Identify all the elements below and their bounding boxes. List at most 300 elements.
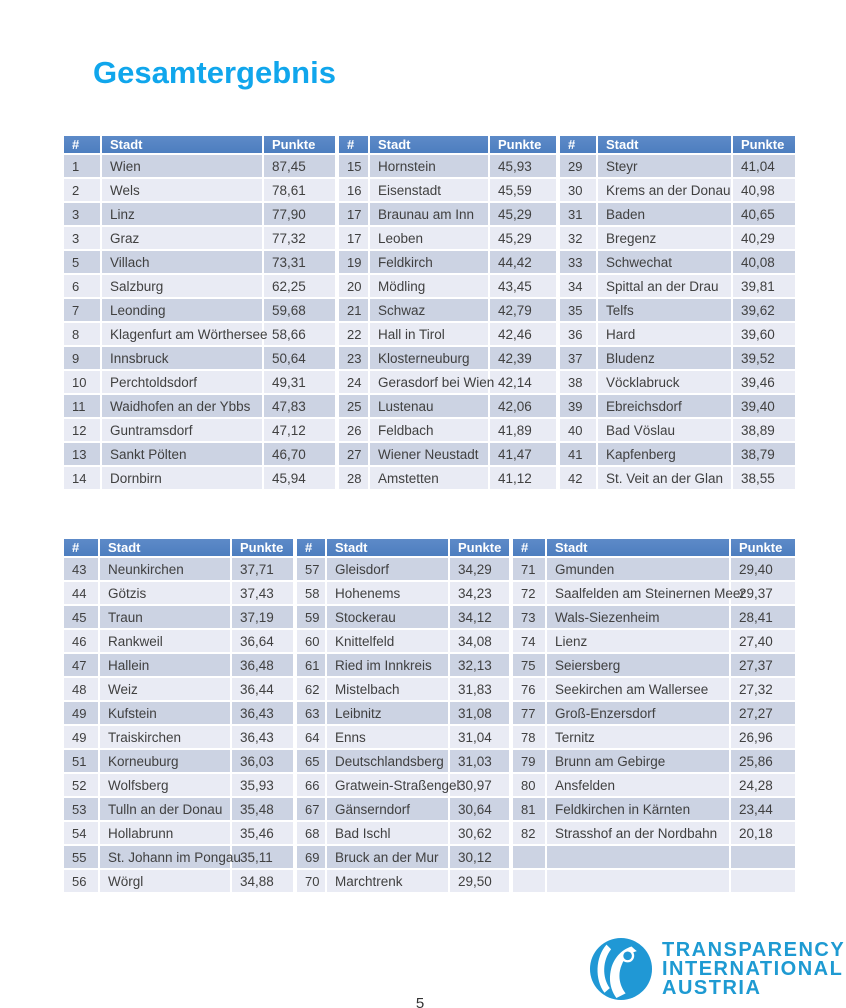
punkte-cell: 35,93 bbox=[231, 773, 295, 797]
stadt-cell: Traun bbox=[99, 605, 231, 629]
rank-cell: 51 bbox=[63, 749, 99, 773]
stadt-cell: Feldbach bbox=[369, 418, 489, 442]
rank-cell: 11 bbox=[63, 394, 101, 418]
punkte-cell: 27,37 bbox=[730, 653, 796, 677]
rank-cell: 23 bbox=[337, 346, 369, 370]
punkte-cell: 77,90 bbox=[263, 202, 337, 226]
table-row bbox=[63, 629, 796, 653]
column-header-rank: # bbox=[295, 538, 326, 557]
ti-globe-icon bbox=[588, 936, 654, 1002]
rank-cell: 56 bbox=[63, 869, 99, 893]
stadt-cell: Guntramsdorf bbox=[101, 418, 263, 442]
rank-cell: 38 bbox=[558, 370, 597, 394]
table-row bbox=[63, 749, 796, 773]
stadt-cell: Tulln an der Donau bbox=[99, 797, 231, 821]
rank-cell: 27 bbox=[337, 442, 369, 466]
rank-cell: 75 bbox=[511, 653, 546, 677]
ti-logo-line-2: INTERNATIONAL bbox=[662, 957, 844, 980]
stadt-cell: Leonding bbox=[101, 298, 263, 322]
punkte-cell: 36,43 bbox=[231, 701, 295, 725]
punkte-cell: 45,59 bbox=[489, 178, 558, 202]
punkte-cell: 39,46 bbox=[732, 370, 796, 394]
table-row bbox=[63, 322, 796, 346]
punkte-cell: 40,65 bbox=[732, 202, 796, 226]
rank-cell: 53 bbox=[63, 797, 99, 821]
stadt-cell: Groß-Enzersdorf bbox=[546, 701, 730, 725]
punkte-cell: 40,08 bbox=[732, 250, 796, 274]
punkte-cell: 87,45 bbox=[263, 154, 337, 178]
rank-cell: 63 bbox=[295, 701, 326, 725]
table-row bbox=[63, 869, 796, 893]
rank-cell: 7 bbox=[63, 298, 101, 322]
rank-cell: 45 bbox=[63, 605, 99, 629]
punkte-cell: 45,94 bbox=[263, 466, 337, 490]
stadt-cell: Ebreichsdorf bbox=[597, 394, 732, 418]
table-row bbox=[63, 821, 796, 845]
punkte-cell: 45,29 bbox=[489, 202, 558, 226]
punkte-cell: 31,08 bbox=[449, 701, 511, 725]
rank-cell: 46 bbox=[63, 629, 99, 653]
stadt-cell: Bludenz bbox=[597, 346, 732, 370]
punkte-cell: 30,64 bbox=[449, 797, 511, 821]
rank-cell: 21 bbox=[337, 298, 369, 322]
punkte-cell: 41,47 bbox=[489, 442, 558, 466]
stadt-cell: Feldkirch bbox=[369, 250, 489, 274]
punkte-cell bbox=[730, 845, 796, 869]
header-row bbox=[63, 538, 796, 557]
stadt-cell: Linz bbox=[101, 202, 263, 226]
stadt-cell: Sankt Pölten bbox=[101, 442, 263, 466]
stadt-cell: Telfs bbox=[597, 298, 732, 322]
punkte-cell: 36,03 bbox=[231, 749, 295, 773]
rank-cell: 3 bbox=[63, 226, 101, 250]
punkte-cell: 47,83 bbox=[263, 394, 337, 418]
rank-cell: 31 bbox=[558, 202, 597, 226]
table-row bbox=[63, 797, 796, 821]
punkte-cell: 41,89 bbox=[489, 418, 558, 442]
rank-cell: 48 bbox=[63, 677, 99, 701]
rank-cell: 64 bbox=[295, 725, 326, 749]
rank-cell: 24 bbox=[337, 370, 369, 394]
punkte-cell: 36,43 bbox=[231, 725, 295, 749]
stadt-cell: Spittal an der Drau bbox=[597, 274, 732, 298]
punkte-cell: 77,32 bbox=[263, 226, 337, 250]
punkte-cell: 20,18 bbox=[730, 821, 796, 845]
rank-cell: 13 bbox=[63, 442, 101, 466]
rank-cell: 17 bbox=[337, 202, 369, 226]
stadt-cell: Wolfsberg bbox=[99, 773, 231, 797]
stadt-cell: Perchtoldsdorf bbox=[101, 370, 263, 394]
rank-cell: 59 bbox=[295, 605, 326, 629]
rank-cell: 52 bbox=[63, 773, 99, 797]
rank-cell: 29 bbox=[558, 154, 597, 178]
table-row bbox=[63, 773, 796, 797]
table-row bbox=[63, 154, 796, 178]
punkte-cell: 44,42 bbox=[489, 250, 558, 274]
rank-cell: 1 bbox=[63, 154, 101, 178]
stadt-cell: Leibnitz bbox=[326, 701, 449, 725]
punkte-cell: 25,86 bbox=[730, 749, 796, 773]
rank-cell: 71 bbox=[511, 557, 546, 581]
stadt-cell: Gleisdorf bbox=[326, 557, 449, 581]
stadt-cell: Bad Ischl bbox=[326, 821, 449, 845]
punkte-cell: 23,44 bbox=[730, 797, 796, 821]
stadt-cell: Lustenau bbox=[369, 394, 489, 418]
rank-cell: 72 bbox=[511, 581, 546, 605]
stadt-cell: Korneuburg bbox=[99, 749, 231, 773]
rank-cell: 42 bbox=[558, 466, 597, 490]
stadt-cell: Hohenems bbox=[326, 581, 449, 605]
table-row bbox=[63, 442, 796, 466]
punkte-cell: 59,68 bbox=[263, 298, 337, 322]
stadt-cell: Mistelbach bbox=[326, 677, 449, 701]
ti-logo-line-1: TRANSPARENCY bbox=[662, 938, 846, 961]
table-row bbox=[63, 298, 796, 322]
rank-cell: 30 bbox=[558, 178, 597, 202]
stadt-cell: Lienz bbox=[546, 629, 730, 653]
punkte-cell: 38,55 bbox=[732, 466, 796, 490]
rank-cell: 67 bbox=[295, 797, 326, 821]
page-title: Gesamtergebnis bbox=[93, 55, 336, 90]
rank-cell: 73 bbox=[511, 605, 546, 629]
rank-cell: 17 bbox=[337, 226, 369, 250]
rank-cell: 79 bbox=[511, 749, 546, 773]
stadt-cell: Krems an der Donau bbox=[597, 178, 732, 202]
punkte-cell: 47,12 bbox=[263, 418, 337, 442]
table-row bbox=[63, 394, 796, 418]
stadt-cell: Strasshof an der Nordbahn bbox=[546, 821, 730, 845]
stadt-cell: Steyr bbox=[597, 154, 732, 178]
rank-cell: 49 bbox=[63, 701, 99, 725]
column-header-stadt: Stadt bbox=[99, 538, 231, 557]
punkte-cell: 36,44 bbox=[231, 677, 295, 701]
punkte-cell: 42,39 bbox=[489, 346, 558, 370]
punkte-cell: 31,83 bbox=[449, 677, 511, 701]
stadt-cell: Kufstein bbox=[99, 701, 231, 725]
column-header-punkte: Punkte bbox=[489, 135, 558, 154]
punkte-cell: 43,45 bbox=[489, 274, 558, 298]
punkte-cell: 32,13 bbox=[449, 653, 511, 677]
punkte-cell: 29,37 bbox=[730, 581, 796, 605]
rank-cell: 15 bbox=[337, 154, 369, 178]
rank-cell: 81 bbox=[511, 797, 546, 821]
rank-cell: 12 bbox=[63, 418, 101, 442]
table-row bbox=[63, 346, 796, 370]
punkte-cell: 42,79 bbox=[489, 298, 558, 322]
punkte-cell: 27,32 bbox=[730, 677, 796, 701]
column-header-punkte: Punkte bbox=[732, 135, 796, 154]
punkte-cell: 37,19 bbox=[231, 605, 295, 629]
punkte-cell: 30,97 bbox=[449, 773, 511, 797]
rank-cell: 82 bbox=[511, 821, 546, 845]
punkte-cell: 34,88 bbox=[231, 869, 295, 893]
stadt-cell: Wiener Neustadt bbox=[369, 442, 489, 466]
rank-cell: 5 bbox=[63, 250, 101, 274]
table-row bbox=[63, 581, 796, 605]
stadt-cell: Gänserndorf bbox=[326, 797, 449, 821]
column-header-punkte: Punkte bbox=[730, 538, 796, 557]
stadt-cell: Gratwein-Straßengel bbox=[326, 773, 449, 797]
rank-cell: 39 bbox=[558, 394, 597, 418]
stadt-cell: Gerasdorf bei Wien bbox=[369, 370, 489, 394]
punkte-cell: 39,52 bbox=[732, 346, 796, 370]
punkte-cell: 40,29 bbox=[732, 226, 796, 250]
punkte-cell: 42,06 bbox=[489, 394, 558, 418]
stadt-cell: Villach bbox=[101, 250, 263, 274]
stadt-cell: Feldkirchen in Kärnten bbox=[546, 797, 730, 821]
punkte-cell: 39,60 bbox=[732, 322, 796, 346]
punkte-cell: 27,40 bbox=[730, 629, 796, 653]
stadt-cell: Innsbruck bbox=[101, 346, 263, 370]
column-header-rank: # bbox=[558, 135, 597, 154]
punkte-cell: 41,12 bbox=[489, 466, 558, 490]
punkte-cell: 29,50 bbox=[449, 869, 511, 893]
punkte-cell: 40,98 bbox=[732, 178, 796, 202]
rank-cell: 57 bbox=[295, 557, 326, 581]
stadt-cell: Amstetten bbox=[369, 466, 489, 490]
stadt-cell: Bregenz bbox=[597, 226, 732, 250]
stadt-cell: Bad Vöslau bbox=[597, 418, 732, 442]
column-header-stadt: Stadt bbox=[546, 538, 730, 557]
rank-cell: 60 bbox=[295, 629, 326, 653]
stadt-cell: Götzis bbox=[99, 581, 231, 605]
table-row bbox=[63, 466, 796, 490]
rank-cell: 80 bbox=[511, 773, 546, 797]
rank-cell: 26 bbox=[337, 418, 369, 442]
stadt-cell: Salzburg bbox=[101, 274, 263, 298]
rank-cell: 69 bbox=[295, 845, 326, 869]
rank-cell: 54 bbox=[63, 821, 99, 845]
stadt-cell: Saalfelden am Steinernen Meer bbox=[546, 581, 730, 605]
punkte-cell: 31,04 bbox=[449, 725, 511, 749]
stadt-cell: Schwechat bbox=[597, 250, 732, 274]
stadt-cell: Wels bbox=[101, 178, 263, 202]
rank-cell: 43 bbox=[63, 557, 99, 581]
rank-cell: 36 bbox=[558, 322, 597, 346]
rank-cell: 68 bbox=[295, 821, 326, 845]
page-number: 5 bbox=[415, 995, 425, 1008]
punkte-cell: 34,08 bbox=[449, 629, 511, 653]
column-header-punkte: Punkte bbox=[263, 135, 337, 154]
table-row bbox=[63, 677, 796, 701]
punkte-cell: 36,48 bbox=[231, 653, 295, 677]
stadt-cell: Hall in Tirol bbox=[369, 322, 489, 346]
stadt-cell: Brunn am Gebirge bbox=[546, 749, 730, 773]
rank-cell: 77 bbox=[511, 701, 546, 725]
rank-cell: 2 bbox=[63, 178, 101, 202]
stadt-cell: Hallein bbox=[99, 653, 231, 677]
column-header-stadt: Stadt bbox=[369, 135, 489, 154]
table-row bbox=[63, 557, 796, 581]
rank-cell: 34 bbox=[558, 274, 597, 298]
table-row bbox=[63, 725, 796, 749]
punkte-cell: 34,23 bbox=[449, 581, 511, 605]
stadt-cell: Dornbirn bbox=[101, 466, 263, 490]
stadt-cell: St. Veit an der Glan bbox=[597, 466, 732, 490]
punkte-cell: 37,71 bbox=[231, 557, 295, 581]
punkte-cell: 31,03 bbox=[449, 749, 511, 773]
stadt-cell: Vöcklabruck bbox=[597, 370, 732, 394]
stadt-cell: Wörgl bbox=[99, 869, 231, 893]
rank-cell: 35 bbox=[558, 298, 597, 322]
punkte-cell bbox=[730, 869, 796, 893]
rank-cell: 37 bbox=[558, 346, 597, 370]
punkte-cell: 30,12 bbox=[449, 845, 511, 869]
rank-cell: 65 bbox=[295, 749, 326, 773]
rank-cell: 16 bbox=[337, 178, 369, 202]
rank-cell: 32 bbox=[558, 226, 597, 250]
stadt-cell: Bruck an der Mur bbox=[326, 845, 449, 869]
rank-cell bbox=[511, 845, 546, 869]
punkte-cell: 38,79 bbox=[732, 442, 796, 466]
rank-cell: 22 bbox=[337, 322, 369, 346]
punkte-cell: 78,61 bbox=[263, 178, 337, 202]
table-row bbox=[63, 178, 796, 202]
stadt-cell: Hornstein bbox=[369, 154, 489, 178]
stadt-cell: Seekirchen am Wallersee bbox=[546, 677, 730, 701]
punkte-cell: 29,40 bbox=[730, 557, 796, 581]
rank-cell: 25 bbox=[337, 394, 369, 418]
punkte-cell: 30,62 bbox=[449, 821, 511, 845]
stadt-cell bbox=[546, 845, 730, 869]
table-row bbox=[63, 653, 796, 677]
rank-cell: 6 bbox=[63, 274, 101, 298]
rank-cell: 70 bbox=[295, 869, 326, 893]
stadt-cell: Ansfelden bbox=[546, 773, 730, 797]
stadt-cell bbox=[546, 869, 730, 893]
rank-cell: 14 bbox=[63, 466, 101, 490]
stadt-cell: Knittelfeld bbox=[326, 629, 449, 653]
rank-cell: 49 bbox=[63, 725, 99, 749]
punkte-cell: 24,28 bbox=[730, 773, 796, 797]
punkte-cell: 34,12 bbox=[449, 605, 511, 629]
stadt-cell: Wals-Siezenheim bbox=[546, 605, 730, 629]
rank-cell: 55 bbox=[63, 845, 99, 869]
column-header-stadt: Stadt bbox=[597, 135, 732, 154]
punkte-cell: 35,11 bbox=[231, 845, 295, 869]
punkte-cell: 42,46 bbox=[489, 322, 558, 346]
table-row bbox=[63, 701, 796, 725]
rank-cell: 76 bbox=[511, 677, 546, 701]
column-header-punkte: Punkte bbox=[449, 538, 511, 557]
rank-cell: 74 bbox=[511, 629, 546, 653]
stadt-cell: Klosterneuburg bbox=[369, 346, 489, 370]
rank-cell: 47 bbox=[63, 653, 99, 677]
stadt-cell: Traiskirchen bbox=[99, 725, 231, 749]
stadt-cell: Wien bbox=[101, 154, 263, 178]
rank-cell: 40 bbox=[558, 418, 597, 442]
table-row bbox=[63, 274, 796, 298]
stadt-cell: Enns bbox=[326, 725, 449, 749]
punkte-cell: 37,43 bbox=[231, 581, 295, 605]
table-row bbox=[63, 605, 796, 629]
rank-cell: 33 bbox=[558, 250, 597, 274]
column-header-stadt: Stadt bbox=[101, 135, 263, 154]
rank-cell: 66 bbox=[295, 773, 326, 797]
column-header-rank: # bbox=[63, 538, 99, 557]
table-row bbox=[63, 250, 796, 274]
punkte-cell: 26,96 bbox=[730, 725, 796, 749]
table-row bbox=[63, 226, 796, 250]
stadt-cell: Graz bbox=[101, 226, 263, 250]
stadt-cell: Klagenfurt am Wörthersee bbox=[101, 322, 263, 346]
stadt-cell: Rankweil bbox=[99, 629, 231, 653]
rank-cell: 78 bbox=[511, 725, 546, 749]
table-row bbox=[63, 370, 796, 394]
punkte-cell: 28,41 bbox=[730, 605, 796, 629]
punkte-cell: 39,62 bbox=[732, 298, 796, 322]
stadt-cell: Seiersberg bbox=[546, 653, 730, 677]
punkte-cell: 27,27 bbox=[730, 701, 796, 725]
punkte-cell: 35,48 bbox=[231, 797, 295, 821]
punkte-cell: 62,25 bbox=[263, 274, 337, 298]
punkte-cell: 41,04 bbox=[732, 154, 796, 178]
punkte-cell: 39,81 bbox=[732, 274, 796, 298]
punkte-cell: 73,31 bbox=[263, 250, 337, 274]
stadt-cell: Leoben bbox=[369, 226, 489, 250]
rank-cell: 61 bbox=[295, 653, 326, 677]
punkte-cell: 42,14 bbox=[489, 370, 558, 394]
stadt-cell: Hollabrunn bbox=[99, 821, 231, 845]
rank-cell: 41 bbox=[558, 442, 597, 466]
stadt-cell: Deutschlandsberg bbox=[326, 749, 449, 773]
stadt-cell: Stockerau bbox=[326, 605, 449, 629]
rank-cell bbox=[511, 869, 546, 893]
rank-cell: 19 bbox=[337, 250, 369, 274]
column-header-rank: # bbox=[337, 135, 369, 154]
results-table-lower bbox=[62, 537, 797, 894]
column-header-rank: # bbox=[511, 538, 546, 557]
rank-cell: 20 bbox=[337, 274, 369, 298]
punkte-cell: 38,89 bbox=[732, 418, 796, 442]
stadt-cell: Neunkirchen bbox=[99, 557, 231, 581]
ti-austria-logo bbox=[588, 936, 845, 1002]
results-table-upper bbox=[62, 134, 797, 491]
punkte-cell: 39,40 bbox=[732, 394, 796, 418]
rank-cell: 3 bbox=[63, 202, 101, 226]
punkte-cell: 49,31 bbox=[263, 370, 337, 394]
stadt-cell: Gmunden bbox=[546, 557, 730, 581]
stadt-cell: Schwaz bbox=[369, 298, 489, 322]
column-header-punkte: Punkte bbox=[231, 538, 295, 557]
ti-logo-text bbox=[662, 938, 846, 999]
punkte-cell: 46,70 bbox=[263, 442, 337, 466]
stadt-cell: Ternitz bbox=[546, 725, 730, 749]
stadt-cell: St. Johann im Pongau bbox=[99, 845, 231, 869]
stadt-cell: Weiz bbox=[99, 677, 231, 701]
stadt-cell: Baden bbox=[597, 202, 732, 226]
rank-cell: 58 bbox=[295, 581, 326, 605]
punkte-cell: 45,93 bbox=[489, 154, 558, 178]
column-header-rank: # bbox=[63, 135, 101, 154]
ti-logo-line-3: AUSTRIA bbox=[662, 976, 762, 999]
header-row bbox=[63, 135, 796, 154]
punkte-cell: 36,64 bbox=[231, 629, 295, 653]
stadt-cell: Braunau am Inn bbox=[369, 202, 489, 226]
stadt-cell: Kapfenberg bbox=[597, 442, 732, 466]
punkte-cell: 58,66 bbox=[263, 322, 337, 346]
rank-cell: 8 bbox=[63, 322, 101, 346]
rank-cell: 28 bbox=[337, 466, 369, 490]
punkte-cell: 34,29 bbox=[449, 557, 511, 581]
stadt-cell: Eisenstadt bbox=[369, 178, 489, 202]
rank-cell: 62 bbox=[295, 677, 326, 701]
stadt-cell: Mödling bbox=[369, 274, 489, 298]
rank-cell: 10 bbox=[63, 370, 101, 394]
punkte-cell: 45,29 bbox=[489, 226, 558, 250]
stadt-cell: Ried im Innkreis bbox=[326, 653, 449, 677]
stadt-cell: Marchtrenk bbox=[326, 869, 449, 893]
